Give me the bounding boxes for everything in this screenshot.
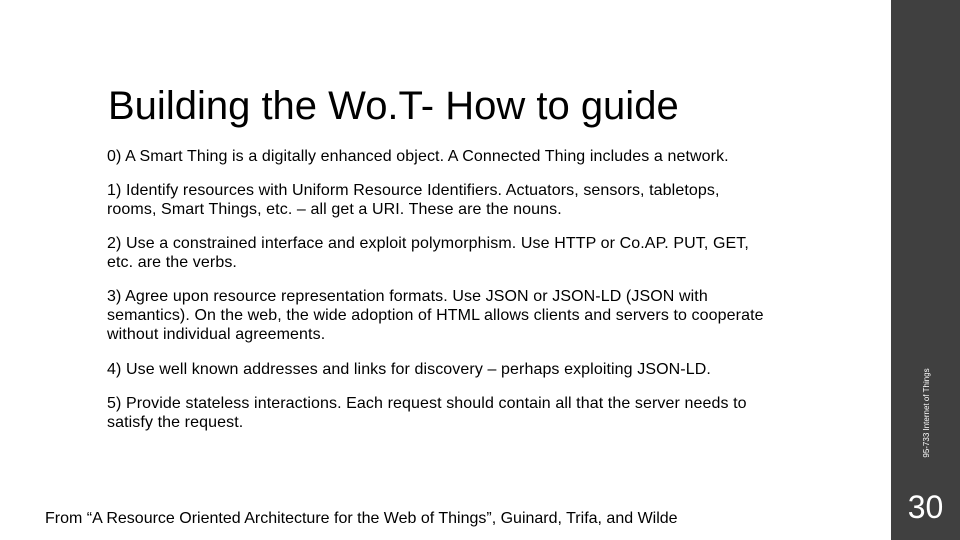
bullet-item-4: 4) Use well known addresses and links for discovery – perhaps exploiting JSON-LD. xyxy=(107,361,711,378)
bullet-item-3: 3) Agree upon resource representation formats. Use JSON or JSON-LD (JSON with semantics). On the web, the wide adoption of HTML allows clients and servers to cooperate without individual agreements. xyxy=(107,288,764,343)
page-number: 30 xyxy=(907,489,944,525)
bullet-item-1: 1) Identify resources with Uniform Resource Identifiers. Actuators, sensors, tabletops, rooms, Smart Things, etc. – all get a URI. These are the nouns. xyxy=(107,182,720,218)
source-citation: From “A Resource Oriented Architecture for the Web of Things”, Guinard, Trifa, and Wilde xyxy=(45,510,678,527)
bullet-item-2: 2) Use a constrained interface and exploit polymorphism. Use HTTP or Co.AP. PUT, GET, etc. are the verbs. xyxy=(107,235,749,271)
bullet-item-0: 0) A Smart Thing is a digitally enhanced object. A Connected Thing includes a network. xyxy=(107,148,729,165)
course-label: 95-733 Internet of Things xyxy=(922,368,931,458)
slide-title: Building the Wo.T- How to guide xyxy=(108,84,679,128)
sidebar-panel xyxy=(891,0,960,540)
bullet-list xyxy=(107,147,767,447)
bullet-item-5: 5) Provide stateless interactions. Each request should contain all that the server needs to satisfy the request. xyxy=(107,395,747,431)
